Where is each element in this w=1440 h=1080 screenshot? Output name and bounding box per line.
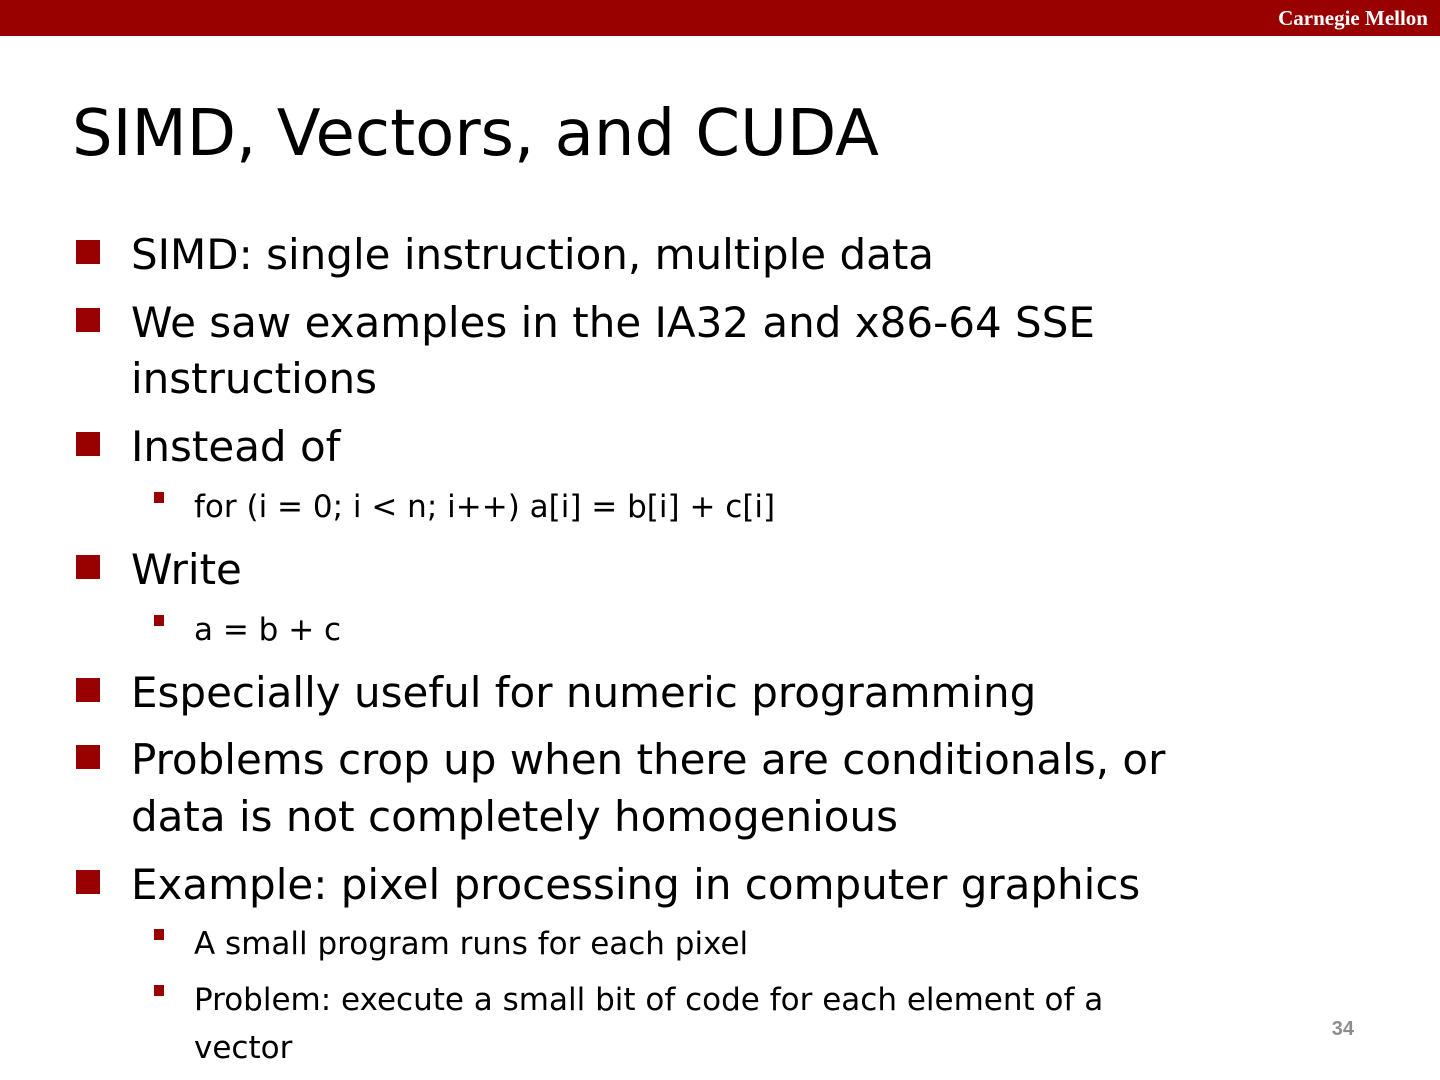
bullet-text: Write: [131, 545, 242, 594]
bullet-text: Instead of: [131, 422, 341, 471]
sub-bullet-text: vector: [194, 1030, 293, 1066]
bullet-text: Especially useful for numeric programming: [131, 668, 1037, 717]
slide-title: SIMD, Vectors, and CUDA: [72, 97, 879, 171]
bullet-text: Example: pixel processing in computer graphics: [131, 860, 1141, 909]
bullet-text: data is not completely homogenious: [131, 792, 898, 841]
square-bullet-icon: [76, 555, 100, 579]
page-number: 34: [1331, 1018, 1354, 1040]
square-bullet-icon: [76, 745, 100, 769]
small-square-bullet-icon: [154, 615, 164, 626]
square-bullet-icon: [76, 678, 100, 702]
square-bullet-icon: [76, 432, 100, 456]
sub-bullet-text: Problem: execute a small bit of code for each element of a: [194, 982, 1104, 1018]
bullet-text: instructions: [131, 354, 377, 403]
square-bullet-icon: [76, 308, 100, 332]
small-square-bullet-icon: [154, 985, 164, 996]
square-bullet-icon: [76, 870, 100, 894]
square-bullet-icon: [76, 240, 100, 264]
bullet-text: We saw examples in the IA32 and x86-64 SSE: [131, 298, 1095, 347]
small-square-bullet-icon: [154, 492, 164, 503]
bullet-text: Problems crop up when there are conditionals, or: [131, 735, 1166, 784]
sub-bullet-text: A small program runs for each pixel: [194, 926, 749, 962]
sub-bullet-text: a = b + c: [194, 612, 342, 648]
small-square-bullet-icon: [154, 929, 164, 940]
sub-bullet-text: for (i = 0; i < n; i++) a[i] = b[i] + c[i]: [194, 489, 776, 525]
brand-label: Carnegie Mellon: [1278, 6, 1428, 30]
bullet-text: SIMD: single instruction, multiple data: [131, 230, 935, 279]
